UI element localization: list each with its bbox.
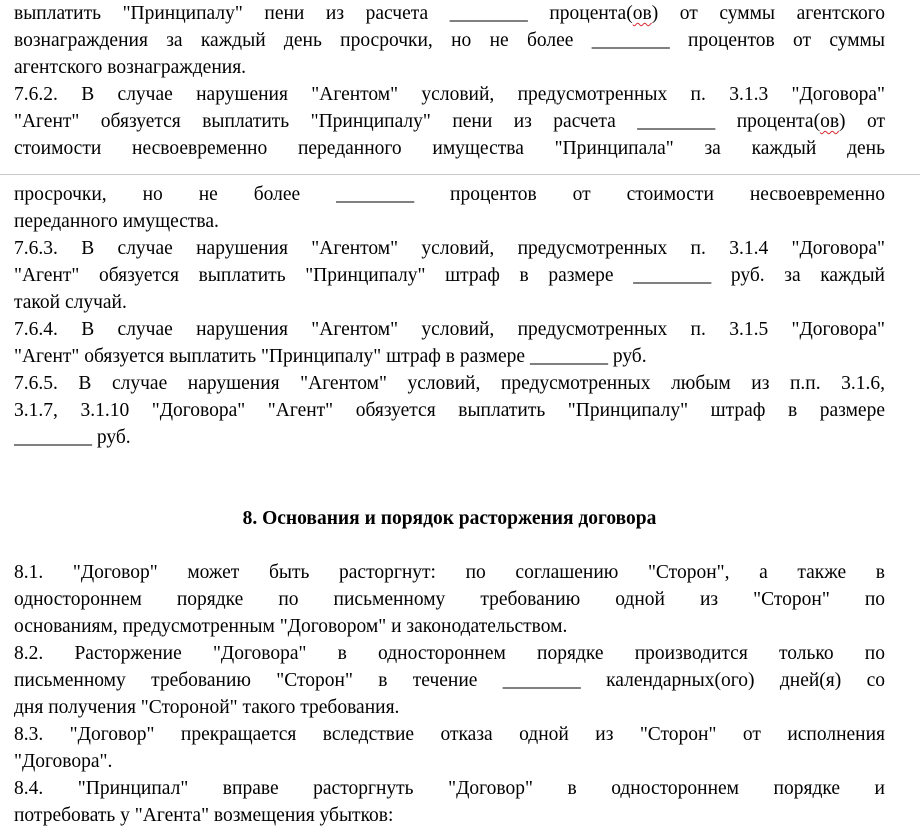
paragraph-7-6-4	[14, 316, 885, 370]
text-line: вознаграждения за каждый день просрочки, но не более ________ процентов от суммы	[14, 30, 885, 51]
text-line: одностороннем порядке по письменному требованию одной из "Сторон" по	[14, 589, 885, 610]
spellcheck-underline: ов	[632, 3, 652, 24]
text-line: 8.1. "Договор" может быть расторгнут: по соглашению "Сторон", а также в	[14, 562, 885, 583]
text-line: стоимости несвоевременно переданного имущества "Принципала" за каждый день	[14, 138, 885, 159]
text-line: "Агент" обязуется выплатить "Принципалу" штраф в размере ________ руб.	[14, 346, 647, 367]
document-page-1	[14, 0, 885, 162]
blank-space	[14, 451, 885, 505]
page-break-divider	[0, 174, 920, 175]
paragraph-8-2	[14, 640, 885, 721]
text-line: 7.6.4. В случае нарушения "Агентом" условий, предусмотренных п. 3.1.5 "Договора"	[14, 319, 885, 340]
paragraph-8-3	[14, 721, 885, 775]
text-line: "Агент" обязуется выплатить "Принципалу" штраф в размере ________ руб. за каждый	[14, 265, 885, 286]
text-line: просрочки, но не более ________ процентов от стоимости несвоевременно	[14, 184, 885, 205]
paragraph-7-6-2-continued	[14, 181, 885, 235]
document-page-2	[14, 181, 885, 829]
paragraph-7-6-1	[14, 0, 885, 81]
text-line: письменному требованию "Сторон" в течение ________ календарных(ого) дней(я) со	[14, 670, 885, 691]
text-line: переданного имущества.	[14, 211, 219, 232]
text-line: выплатить "Принципалу" пени из расчета ________ процента(ов) от суммы агентского	[14, 3, 885, 24]
paragraph-7-6-3	[14, 235, 885, 316]
spellcheck-underline: ов	[820, 111, 840, 132]
text-line: 7.6.5. В случае нарушения "Агентом" условий, предусмотренных любым из п.п. 3.1.6,	[14, 373, 885, 394]
text-line: потребовать у "Агента" возмещения убытков:	[14, 805, 394, 826]
text-line: ________ руб.	[14, 427, 131, 448]
text-line: "Агент" обязуется выплатить "Принципалу" пени из расчета ________ процента(ов) от	[14, 111, 885, 132]
text-line: дня получения "Стороной" такого требования.	[14, 697, 400, 718]
text-line: 3.1.7, 3.1.10 "Договора" "Агент" обязуется выплатить "Принципалу" штраф в размере	[14, 400, 885, 421]
blank-space	[14, 532, 885, 559]
text-line: 7.6.3. В случае нарушения "Агентом" условий, предусмотренных п. 3.1.4 "Договора"	[14, 238, 885, 259]
section-8-heading: 8. Основания и порядок расторжения договора	[242, 508, 657, 529]
text-line: агентского вознаграждения.	[14, 57, 247, 78]
paragraph-8-4	[14, 775, 885, 829]
text-line: основаниям, предусмотренным "Договором" и законодательством.	[14, 616, 568, 637]
text-line: 7.6.2. В случае нарушения "Агентом" условий, предусмотренных п. 3.1.3 "Договора"	[14, 84, 885, 105]
text-line: 8.3. "Договор" прекращается вследствие отказа одной из "Сторон" от исполнения	[14, 724, 885, 745]
paragraph-8-1	[14, 559, 885, 640]
text-line: такой случай.	[14, 292, 127, 313]
paragraph-7-6-2	[14, 81, 885, 162]
text-line: "Договора".	[14, 751, 113, 772]
text-line: 8.2. Расторжение "Договора" в одностороннем порядке производится только по	[14, 643, 885, 664]
paragraph-7-6-5	[14, 370, 885, 451]
text-line: 8.4. "Принципал" вправе расторгнуть "Договор" в одностороннем порядке и	[14, 778, 885, 799]
